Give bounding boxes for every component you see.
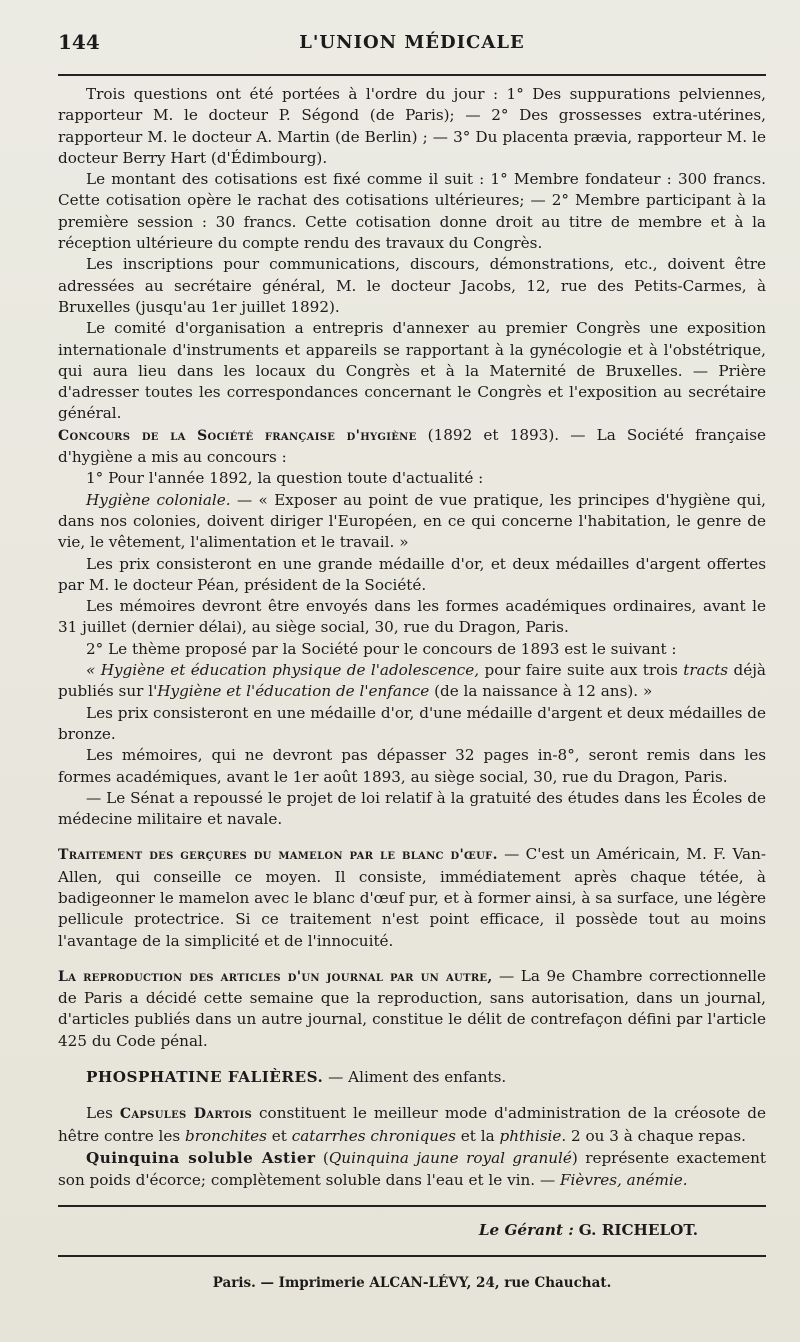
advertisements: [58, 1066, 766, 1191]
adolescence-text-3: (de la naissance à 12 ans). »: [429, 682, 653, 701]
ad-capsules-text-4: et la: [455, 1127, 500, 1146]
ad-capsules-brand: Capsules Dartois: [119, 1106, 253, 1123]
ad-phosphatine-text: — Aliment des enfants.: [323, 1068, 507, 1087]
paragraph-concours: [58, 425, 766, 469]
ad-phosphatine: [58, 1066, 766, 1088]
concours-heading: Concours de la Société française d'hygiène: [58, 427, 417, 444]
ad-phosphatine-title: PHOSPHATINE FALIÈRES.: [86, 1068, 324, 1087]
ad-capsules: [58, 1102, 766, 1147]
ad-capsules-catarrhes: catarrhes chroniques: [291, 1127, 456, 1146]
paragraph-memoires-1893: Les mémoires, qui ne devront pas dépasser 32 pages in-8°, seront remis dans les formes académiques, avant le 1er août 1893, au siège social, 30, rue du Dragon, Paris.: [58, 746, 766, 786]
paragraph-reproduction: [58, 966, 766, 1052]
gercures-text: — C'est un Américain, M. F. Van-Allen, qui conseille ce moyen. Il consiste, immédiatement après chaque tétée, à badigeonner le mamelon avec le blanc d'œuf pur, et à former ainsi, à sa surface, une légère pellicule protectrice. Si ce traitement n'est point efficace, il possède tout au moins l'avantage de la simplicité et de l'innocuité.: [58, 845, 766, 950]
hygiene-coloniale-title: Hygiène coloniale.: [86, 490, 231, 509]
manager-label: Le Gérant :: [478, 1221, 574, 1240]
manager-signature: [58, 1221, 698, 1239]
paragraph-senat: — Le Sénat a repoussé le projet de loi relatif à la gratuité des études dans les Écoles de médecine militaire et navale.: [58, 788, 766, 829]
paragraph-memoires-1892: Les mémoires devront être envoyés dans les formes académiques ordinaires, avant le 31 juillet (dernier délai), au siège social, 30, rue du Dragon, Paris.: [58, 597, 766, 637]
paragraph-adolescence: [58, 660, 766, 703]
paragraph-theme-1893: 2° Le thème proposé par la Société pour le concours de 1893 est le suivant :: [86, 639, 677, 658]
header-rule: [58, 74, 766, 76]
hygiene-coloniale-text: — « Exposer au point de vue pratique, les principes d'hygiène qui, dans nos colonies, doivent diriger l'Européen, en ce qui concerne l'habitation, le genre de vie, le vêtement, l'alimentation et le travail. »: [58, 490, 767, 552]
concours-text: (1892 et 1893). — La Société française d'hygiène a mis au concours :: [58, 425, 766, 467]
ad-quinquina-text-2: ) représente exactement son poids d'écorce; complètement soluble dans l'eau et le vin. —: [58, 1149, 766, 1190]
paragraph-cotisations: Le montant des cotisations est fixé comme il suit : 1° Membre fondateur : 300 francs. Cette cotisation opère le rachat des cotisations ultérieures; — 2° Membre participant à la première session : 30 francs. Cette cotisation donne droit au titre de membre et à la réception ultérieure du compte rendu des travaux du Congrès.: [58, 170, 766, 253]
tracts-word: tracts: [683, 661, 729, 680]
paragraph-prix-1892: Les prix consisteront en une grande médaille d'or, et deux médailles d'argent offertes par M. le docteur Péan, président de la Société.: [58, 554, 766, 594]
ad-capsules-text-1: Les: [86, 1104, 120, 1123]
paragraph-prix-1893: Les prix consisteront en une médaille d'or, d'une médaille d'argent et deux médailles de bronze.: [58, 703, 766, 743]
ad-capsules-text-2: constituent le meilleur mode d'administration de la créosote de hêtre contre les: [58, 1104, 766, 1146]
paragraph-inscriptions: Les inscriptions pour communications, discours, démonstrations, etc., doivent être adressées au secrétaire général, M. le docteur Jacobs, 12, rue des Petits-Carmes, à Bruxelles (jusqu'au 1er juillet 1892).: [58, 255, 766, 316]
ad-quinquina-indications: Fièvres, anémie.: [559, 1171, 688, 1190]
printer-imprint: Paris. — Imprimerie ALCAN-LÉVY, 24, rue Chauchat.: [212, 1275, 612, 1292]
ad-capsules-bronchites: bronchites: [185, 1127, 267, 1146]
ad-quinquina-variety: Quinquina jaune royal granulé: [328, 1149, 572, 1168]
paragraph-year-1892: 1° Pour l'année 1892, la question toute d'actualité :: [86, 469, 484, 488]
enfance-title: Hygiène et l'éducation de l'enfance: [157, 682, 430, 701]
paragraph-hygiene-coloniale: [58, 490, 766, 554]
adolescence-text-2: déjà publiés sur l': [58, 661, 766, 701]
article-body: [58, 84, 766, 1052]
page-number: 144: [58, 30, 100, 54]
reproduction-heading: La reproduction des articles d'un journal par un autre,: [58, 968, 493, 985]
ad-quinquina-brand: Quinquina soluble Astier: [86, 1149, 316, 1168]
ad-quinquina-text-1: (: [315, 1149, 329, 1168]
paragraph-exposition: Le comité d'organisation a entrepris d'annexer au premier Congrès une exposition internationale d'instruments et appareils se rapportant à la gynécologie et à l'obstétrique, qui aura lieu dans les locaux du Congrès et à la Maternité de Bruxelles. — Prière d'adresser toutes les correspondances concernant le Congrès et l'exposition au secrétaire général.: [58, 319, 766, 423]
ad-quinquina: [58, 1147, 766, 1191]
journal-title: L'UNION MÉDICALE: [299, 32, 525, 53]
adolescence-text-1: pour faire suite aux trois: [479, 661, 684, 680]
gercures-heading: Traitement des gerçures du mamelon par le blanc d'œuf.: [58, 847, 498, 864]
ad-capsules-text-5: . 2 ou 3 à chaque repas.: [561, 1127, 746, 1146]
signature-rule: [58, 1205, 766, 1207]
reproduction-text: — La 9e Chambre correctionnelle de Paris a décidé cette semaine que la reproduction, sans autorisation, dans un journal, d'articles publiés dans un autre journal, constitue le délit de contrefaçon défini par l'article 425 du Code pénal.: [58, 966, 766, 1050]
adolescence-title: « Hygiène et éducation physique de l'adolescence,: [86, 661, 480, 680]
ad-capsules-phthisie: phthisie: [499, 1127, 562, 1146]
paragraph-gercures: [58, 844, 766, 951]
page-header: [58, 30, 766, 60]
footer-rule: [58, 1255, 766, 1257]
ad-capsules-text-3: et: [266, 1127, 292, 1146]
manager-name: G. RICHELOT.: [578, 1221, 698, 1240]
paragraph-congress-questions: Trois questions ont été portées à l'ordre du jour : 1° Des suppurations pelviennes, rapporteur M. le docteur P. Ségond (de Paris); — 2° Des grossesses extra-utérines, rapporteur M. le docteur A. Martin (de Berlin) ; — 3° Du placenta prævia, rapporteur M. le docteur Berry Hart (d'Édimbourg).: [58, 85, 766, 167]
